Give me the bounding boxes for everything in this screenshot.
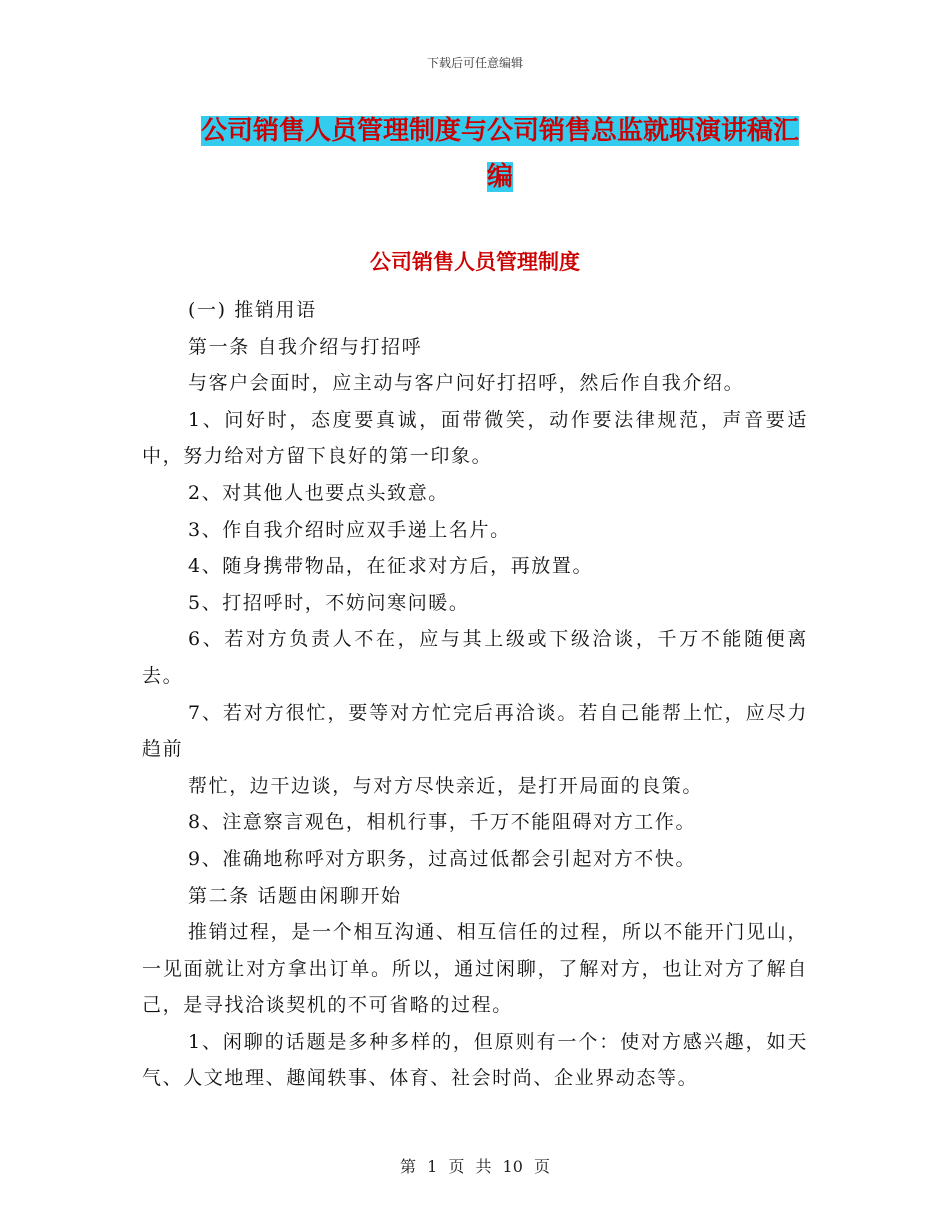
body-paragraph: 与客户会面时，应主动与客户问好打招呼，然后作自我介绍。: [188, 372, 745, 395]
body-paragraph: (一) 推销用语: [188, 299, 317, 321]
body-paragraph: 第一条 自我介绍与打招呼: [188, 335, 423, 358]
document-title: [195, 108, 805, 200]
body-paragraph: 5、打招呼时，不妨问寒问暖。: [188, 591, 470, 614]
body-paragraph: 6、若对方负责人不在，应与其上级或下级洽谈，千万不能随便离去。: [142, 628, 808, 687]
body-paragraph: 1、问好时，态度要真诚，面带微笑，动作要法律规范，声音要适中，努力给对方留下良好的第一印象。: [142, 408, 808, 468]
body-paragraph: 推销过程，是一个相互沟通、相互信任的过程，所以不能开门见山，一见面就让对方拿出订单。所以，通过闲聊，了解对方，也让对方了解自己，是寻找洽谈契机的不可省略的过程。: [142, 921, 808, 1017]
document-body: [142, 292, 808, 1097]
body-paragraph: 3、作自我介绍时应双手递上名片。: [188, 518, 511, 541]
body-paragraph: 第二条 话题由闲聊开始: [188, 884, 402, 907]
body-paragraph: 2、对其他人也要点头致意。: [188, 481, 449, 504]
body-paragraph: 1、闲聊的话题是多种多样的，但原则有一个：使对方感兴趣，如天气、人文地理、趣闻轶事、体育、社会时尚、企业界动态等。: [142, 1030, 808, 1090]
body-paragraph: 帮忙，边干边谈，与对方尽快亲近，是打开局面的良策。: [188, 774, 704, 797]
document-title-text: 公司销售人员管理制度与公司销售总监就职演讲稿汇编: [200, 116, 799, 192]
page-footer: 第 1 页 共 10 页: [400, 1157, 550, 1176]
header-note: 下载后可任意编辑: [426, 56, 523, 70]
body-paragraph: 7、若对方很忙，要等对方忙完后再洽谈。若自己能帮上忙，应尽力趋前: [142, 701, 808, 761]
body-paragraph: 8、注意察言观色，相机行事，千万不能阻碍对方工作。: [188, 811, 697, 834]
body-paragraph: 9、准确地称呼对方职务，过高过低都会引起对方不快。: [188, 847, 697, 870]
section-title: 公司销售人员管理制度: [370, 250, 580, 274]
body-paragraph: 4、随身携带物品，在征求对方后，再放置。: [188, 555, 594, 578]
